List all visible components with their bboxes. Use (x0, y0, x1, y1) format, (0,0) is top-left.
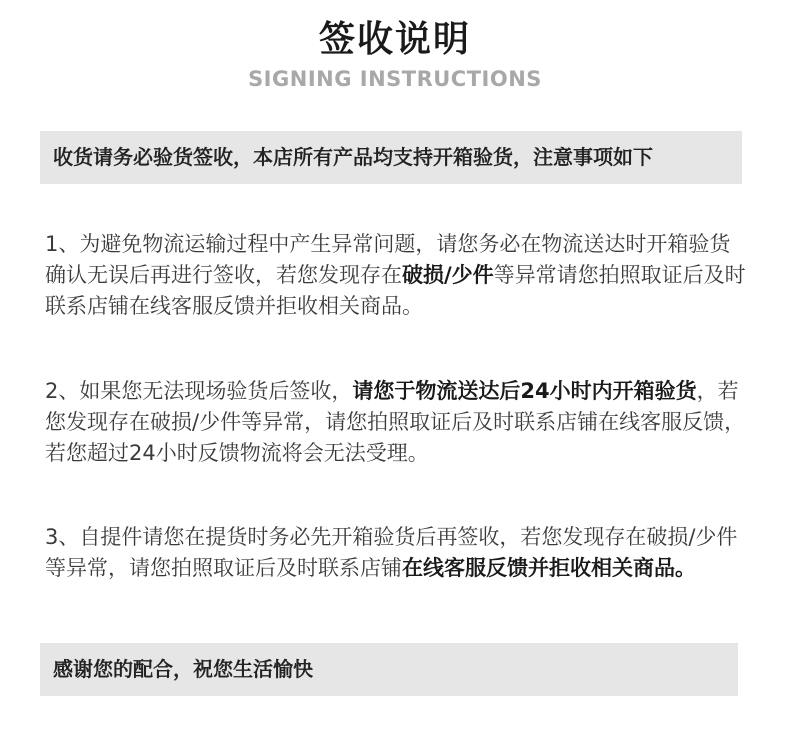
instruction-item-1 (45, 229, 750, 322)
instruction-1-text-a: 1、为避免物流运输过程中产生异常问题，请您务必在物流送达时开箱验货确认无误后再进行签收，若您发现存在 (45, 232, 731, 287)
instruction-2-highlight: 请您于物流送达后24小时内开箱验货 (352, 379, 697, 403)
page-subtitle: SIGNING INSTRUCTIONS (248, 67, 542, 91)
notice-text: 收货请务必验货签收，本店所有产品均支持开箱验货，注意事项如下 (53, 145, 653, 169)
closing-text: 感谢您的配合，祝您生活愉快 (53, 657, 313, 681)
instruction-3-text-a: 3、自提件请您在提货时务必先开箱验货后再签收，若您发现存在破损/少件等异常，请您拍照取证后及时联系店铺 (45, 525, 738, 580)
instruction-item-2 (45, 376, 750, 469)
page-title: 签收说明 (318, 19, 471, 60)
instruction-1-text-b: 等异常请您拍照取证后及时联系店铺在线客服反馈并拒收相关商品。 (45, 263, 746, 318)
instruction-2-text-a: 2、如果您无法现场验货后签收， (45, 379, 353, 403)
instruction-3-highlight: 在线客服反馈并拒收相关商品。 (402, 556, 696, 580)
closing-banner (40, 643, 738, 696)
notice-banner (40, 131, 742, 184)
instruction-2-text-b: ，若您发现存在破损/少件等异常，请您拍照取证后及时联系店铺在线客服反馈，若您超过24小时反馈物流将会无法受理。 (45, 379, 746, 465)
instruction-item-3 (45, 522, 750, 584)
instruction-1-highlight: 破损/少件 (402, 263, 494, 287)
